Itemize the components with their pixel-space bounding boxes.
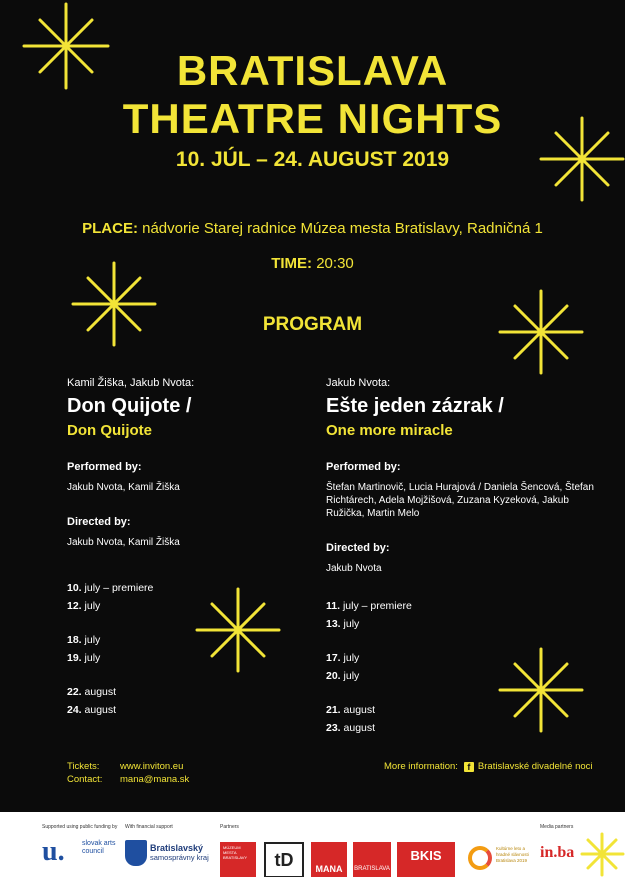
star-corner-icon [580, 832, 625, 877]
play-author: Kamil Žiška, Jakub Nvota: [67, 377, 195, 389]
performance-date: 18. july [67, 634, 101, 646]
sponsor-label-financial: With financial support [125, 824, 173, 830]
more-information [384, 760, 593, 773]
sponsor-label-media: Media partners [540, 824, 574, 830]
title-line-1: BRATISLAVA [176, 47, 449, 94]
performance-date: 22. august [67, 686, 117, 698]
directed-label: Directed by: [326, 542, 390, 554]
museum-logo: MÚZEUM MESTA BRATISLAVY [220, 842, 256, 877]
program-heading: PROGRAM [262, 314, 363, 335]
performance-date: 11. july – premiere [326, 600, 412, 612]
tickets-link[interactable]: www.inviton.eu [120, 761, 184, 772]
performance-date: 17. july [326, 652, 360, 664]
directors: Jakub Nvota [326, 563, 382, 574]
festival-logo-text: Kultúrne leto a hradné slávnosti Bratislava 2019 [496, 846, 529, 863]
bsk-logo-text: Bratislavský samosprávny kraj [150, 843, 209, 862]
festival-circle-icon [468, 846, 492, 870]
contact-email[interactable]: mana@mana.sk [120, 774, 190, 785]
date-group [326, 649, 596, 685]
contact-label: Contact: [67, 774, 103, 785]
mana-logo: MANA [311, 842, 347, 877]
performance-date: 19. july [67, 652, 101, 664]
place-label: PLACE: [82, 220, 138, 237]
performed-label: Performed by: [67, 461, 142, 473]
performers: Štefan Martinovič, Lucia Hurajová / Daniela Šencová, Štefan Richtárech, Adela Mojžišová, Zuzana Kyzeková, Jakub Ružička, Martin Melo [326, 482, 594, 519]
festival-dates: 10. JÚL – 24. AUGUST 2019 [175, 148, 450, 171]
play-title-english: One more miracle [326, 422, 453, 439]
performance-date: 13. july [326, 618, 360, 630]
date-group [67, 579, 297, 615]
time-label: TIME: [271, 255, 313, 272]
date-group [326, 701, 596, 737]
performed-label: Performed by: [326, 461, 401, 473]
performance-date: 21. august [326, 704, 376, 716]
title-line-2: THEATRE NIGHTS [122, 95, 503, 142]
sponsor-label-public: Supported using public funding by [42, 824, 118, 830]
play-column-left [67, 377, 297, 719]
directed-label: Directed by: [67, 516, 131, 528]
date-group [67, 631, 297, 667]
performance-date: 23. august [326, 722, 376, 734]
date-group [326, 597, 596, 633]
performance-date: 24. august [67, 704, 117, 716]
play-title-english: Don Quijote [67, 422, 152, 439]
sponsor-label-partners: Partners [220, 824, 239, 830]
play-title: Ešte jeden zázrak / [326, 395, 504, 417]
inba-logo: in.ba [540, 844, 575, 861]
directors: Jakub Nvota, Kamil Žiška [67, 537, 180, 548]
facebook-page-link[interactable]: Bratislavské divadelné noci [477, 761, 593, 772]
time-info [0, 255, 625, 272]
place-info [0, 220, 625, 237]
performance-date: 20. july [326, 670, 360, 682]
performance-date: 12. july [67, 600, 101, 612]
bsk-shield-icon [125, 840, 147, 866]
performance-date: 10. july – premiere [67, 582, 154, 594]
bratislava-logo: BRATISLAVA [353, 842, 391, 877]
sponsors-strip [0, 812, 625, 877]
date-group [67, 683, 297, 719]
more-info-label: More information: [384, 761, 458, 772]
place-value: nádvorie Starej radnice Múzea mesta Bratislavy, Radničná 1 [142, 220, 543, 237]
td-logo: tD [264, 842, 304, 877]
performers: Jakub Nvota, Kamil Žiška [67, 482, 180, 493]
tickets-label: Tickets: [67, 761, 100, 772]
slovak-arts-council-logo: u. [42, 836, 65, 867]
play-author: Jakub Nvota: [326, 377, 391, 389]
time-value: 20:30 [316, 255, 354, 272]
play-title: Don Quijote / [67, 395, 192, 417]
play-column-right [326, 377, 596, 737]
bkis-logo: BKIS [397, 842, 455, 877]
slovak-arts-council-text: slovak arts council [82, 840, 116, 855]
facebook-icon: f [464, 762, 474, 772]
tickets-contact [67, 760, 189, 786]
